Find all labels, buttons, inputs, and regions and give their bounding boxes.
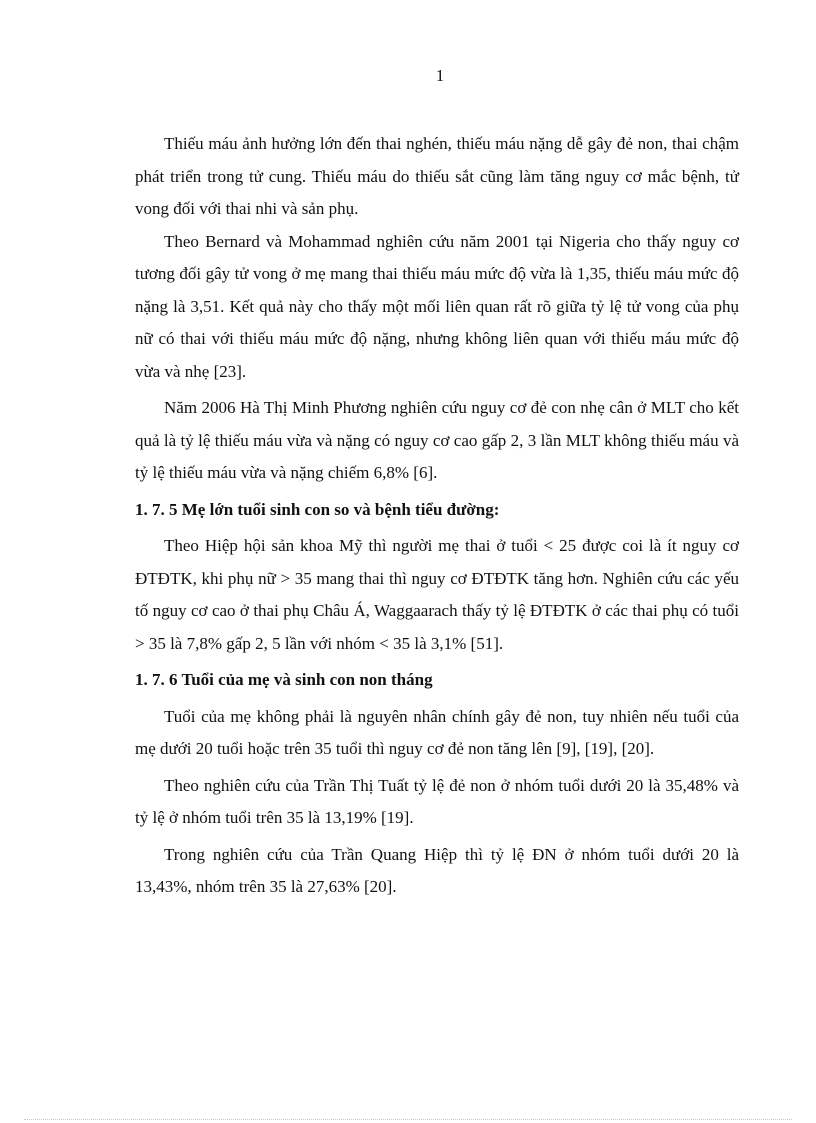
paragraph-maternal-age-preterm: Tuổi của mẹ không phải là nguyên nhân chính gây đẻ non, tuy nhiên nếu tuổi của mẹ dưới 20 tuổi hoặc trên 35 tuổi thì nguy cơ đẻ non tăng lên [9], [19], [20].: [135, 706, 739, 758]
paragraph-acog-age-risk: Theo Hiệp hội sản khoa Mỹ thì người mẹ thai ở tuổi < 25 được coi là ít nguy cơ ĐTĐTK, khi phụ nữ > 35 mang thai thì nguy cơ ĐTĐTK tăng hơn. Nghiên cứu các yếu tố nguy cơ cao ở thai phụ Châu Á, Waggaarach thấy tỷ lệ ĐTĐTK ở các thai phụ có tuổi > 35 là 7,8% gấp 2, 5 lần với nhóm < 35 là 3,1% [51].: [135, 536, 739, 653]
paragraph-anemia-effects: Thiếu máu ảnh hưởng lớn đến thai nghén, thiếu máu nặng dễ gây đẻ non, thai chậm phát triển trong tử cung. Thiếu máu do thiếu sắt cũng làm tăng nguy cơ mắc bệnh, tử vong đối với thai nhi và sản phụ.: [135, 134, 739, 218]
document-body: [135, 128, 739, 904]
section-heading-1-7-5: 1. 7. 5 Mẹ lớn tuổi sinh con so và bệnh tiểu đường:: [135, 499, 500, 519]
section-heading-1-7-6: 1. 7. 6 Tuổi của mẹ và sinh con non tháng: [135, 670, 433, 689]
paragraph-tran-quang-hiep-study: Trong nghiên cứu của Trần Quang Hiệp thì tỷ lệ ĐN ở nhóm tuổi dưới 20 là 13,43%, nhóm trên 35 là 27,63% [20].: [135, 844, 739, 896]
paragraph-ha-thi-minh-phuong-study: Năm 2006 Hà Thị Minh Phương nghiên cứu nguy cơ đẻ con nhẹ cân ở MLT cho kết quả là tỷ lệ thiếu máu vừa và nặng có nguy cơ cao gấp 2, 3 lần MLT không thiếu máu và tỷ lệ thiếu máu vừa và nặng chiếm 6,8% [6].: [135, 398, 739, 482]
paragraph-bernard-study: Theo Bernard và Mohammad nghiên cứu năm 2001 tại Nigeria cho thấy nguy cơ tương đối gây tử vong ở mẹ mang thai thiếu máu mức độ vừa là 1,35, thiếu máu mức độ nặng là 3,51. Kết quả này cho thấy một mối liên quan rất rõ giữa tỷ lệ tử vong của phụ nữ có thai với thiếu máu mức độ nặng, nhưng không liên quan với thiếu máu mức độ vừa và nhẹ [23].: [135, 231, 739, 381]
page-number: 1: [435, 66, 445, 85]
paragraph-tran-thi-tuat-study: Theo nghiên cứu của Trần Thị Tuất tỷ lệ đẻ non ở nhóm tuổi dưới 20 là 35,48% và tỷ lệ ở nhóm tuổi trên 35 là 13,19% [19].: [135, 775, 739, 827]
page-bottom-divider: [24, 1119, 792, 1120]
